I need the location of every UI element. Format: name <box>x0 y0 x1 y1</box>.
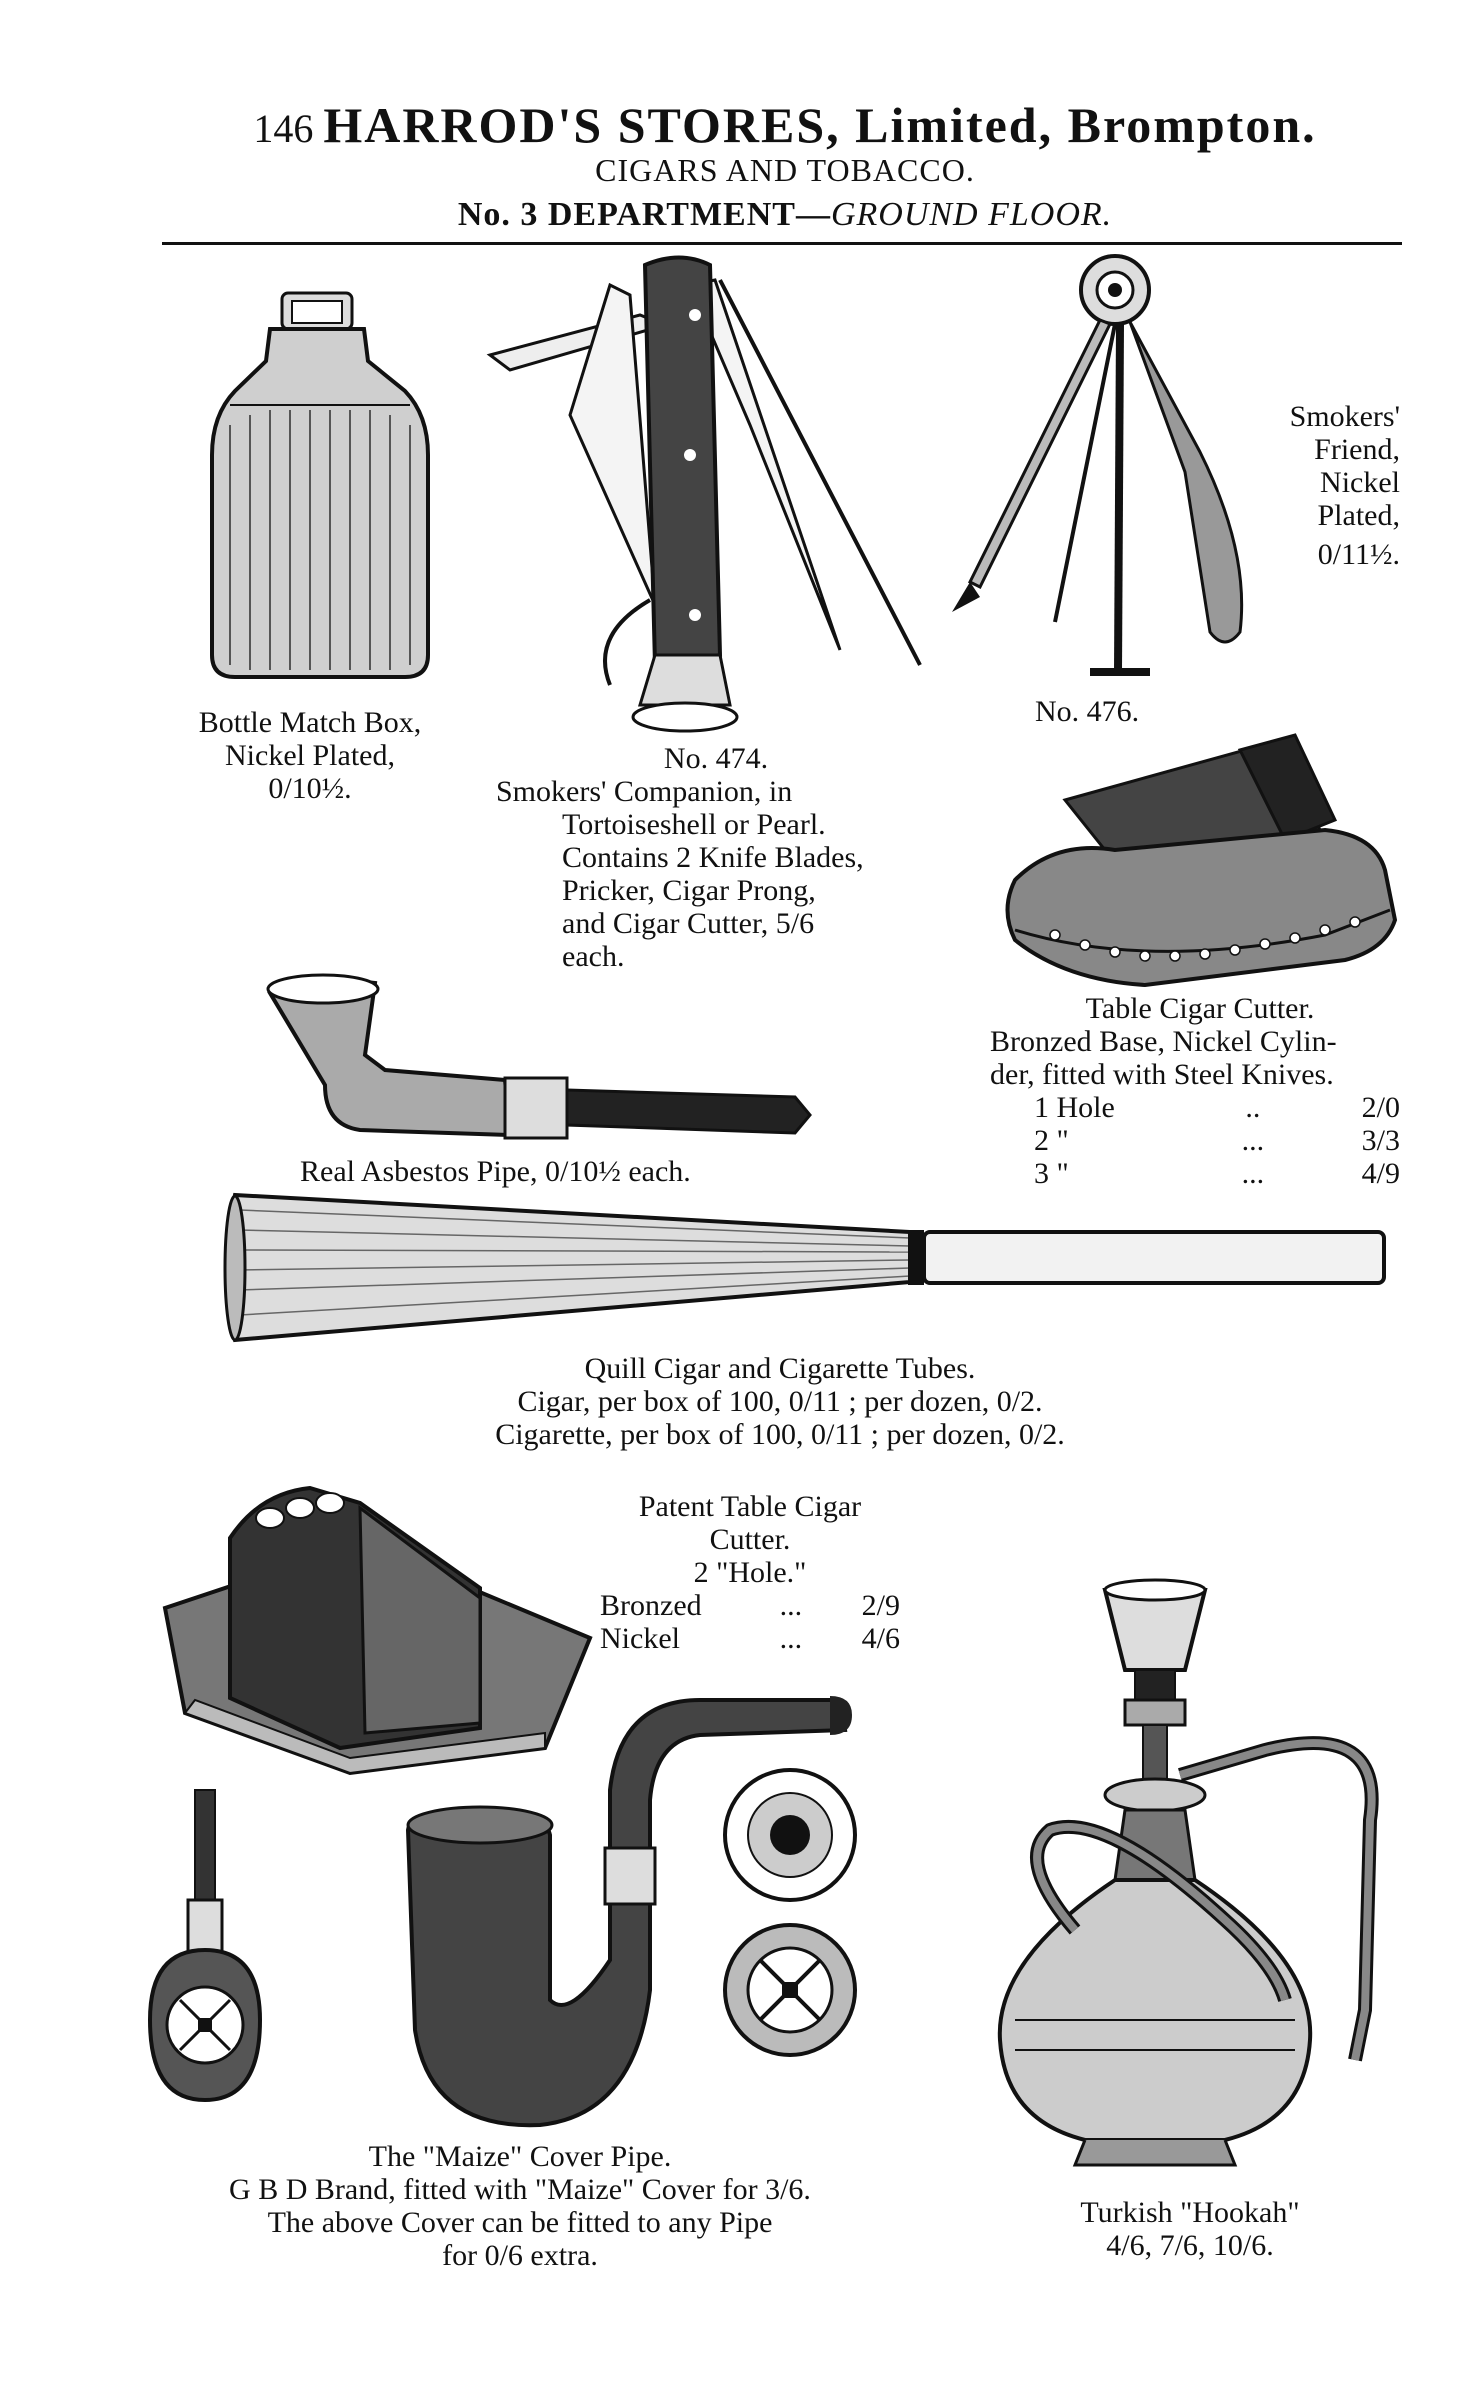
quill-tubes-caption <box>380 1352 1180 1451</box>
hookah-illustration <box>975 1580 1395 2180</box>
caption-line: Cigarette, per box of 100, 0/11 ; per dozen, 0/2. <box>495 1418 1065 1451</box>
smokers-friend-caption <box>1230 400 1400 571</box>
price-dots: ... <box>1241 1157 1265 1190</box>
caption-line: Plated, <box>1317 499 1400 532</box>
caption-line: Cutter. <box>709 1523 791 1556</box>
page-number: 146 <box>253 106 314 151</box>
caption-line: Quill Cigar and Cigarette Tubes. <box>584 1352 976 1385</box>
caption-line: The "Maize" Cover Pipe. <box>368 2140 672 2173</box>
hookah-caption <box>1010 2196 1370 2262</box>
price-value: 4/9 <box>1361 1157 1400 1190</box>
price-value: 3/3 <box>1361 1124 1400 1157</box>
price-value: 4/6 <box>861 1622 900 1655</box>
caption-line: The above Cover can be fitted to any Pipe <box>267 2206 773 2239</box>
asbestos-pipe-caption: Real Asbestos Pipe, 0/10½ each. <box>300 1155 691 1188</box>
caption-line: Tortoiseshell or Pearl. <box>562 808 826 841</box>
department-floor: GROUND FLOOR. <box>830 196 1113 233</box>
price-value: 2/9 <box>861 1589 900 1622</box>
caption-line: Cigar, per box of 100, 0/11 ; per dozen, 0/2. <box>517 1385 1043 1418</box>
page-header-title <box>150 96 1420 154</box>
caption-line: der, fitted with Steel Knives. <box>990 1058 1334 1091</box>
price-label: Bronzed <box>600 1589 702 1622</box>
caption-line: Turkish "Hookah" <box>1080 2196 1300 2229</box>
caption-line: and Cigar Cutter, 5/6 <box>562 907 815 940</box>
caption-line: 2 "Hole." <box>693 1556 807 1589</box>
price-row <box>600 1589 900 1622</box>
price-row <box>1034 1091 1400 1124</box>
smokers-friend-number: No. 476. <box>1035 695 1140 728</box>
item-number: No. 474. <box>663 742 769 775</box>
department-line <box>150 196 1420 234</box>
price-row <box>1034 1157 1400 1190</box>
quill-tube-illustration <box>220 1190 1400 1350</box>
caption-line: G B D Brand, fitted with "Maize" Cover for 3/6. <box>229 2173 811 2206</box>
caption-line: 0/11½. <box>1317 538 1400 571</box>
section-title: CIGARS AND TOBACCO. <box>595 152 975 188</box>
price-label: Nickel <box>600 1622 680 1655</box>
caption-line: Pricker, Cigar Prong, <box>562 874 816 907</box>
caption-line: each. <box>562 940 625 973</box>
maize-pipe-caption <box>130 2140 910 2272</box>
price-dots: ... <box>1241 1124 1265 1157</box>
smokers-companion-caption <box>496 742 936 973</box>
header-rule <box>162 242 1402 245</box>
smokers-friend-illustration <box>940 252 1260 712</box>
caption-line: for 0/6 extra. <box>442 2239 598 2272</box>
price-dots: .. <box>1245 1091 1261 1124</box>
caption-line: Nickel Plated, <box>225 739 395 772</box>
smokers-companion-illustration <box>490 255 940 735</box>
caption-line: Smokers' Companion, in <box>496 775 793 808</box>
store-title: HARROD'S STORES, Limited, Brompton. <box>323 97 1317 153</box>
price-label: 1 Hole <box>1034 1091 1115 1124</box>
table-cigar-cutter-illustration <box>995 730 1405 990</box>
price-label: 2 " <box>1034 1124 1069 1157</box>
price-dots: ... <box>779 1589 803 1622</box>
price-label: 3 " <box>1034 1157 1069 1190</box>
bottle-match-box-caption <box>150 706 470 805</box>
table-cigar-cutter-caption <box>990 992 1410 1190</box>
price-row <box>600 1622 900 1655</box>
caption-line: Patent Table Cigar <box>638 1490 862 1523</box>
caption-line: Bronzed Base, Nickel Cylin- <box>990 1025 1337 1058</box>
price-value: 2/0 <box>1361 1091 1400 1124</box>
price-row <box>1034 1124 1400 1157</box>
price-dots: ... <box>779 1622 803 1655</box>
asbestos-pipe-illustration <box>265 975 825 1155</box>
patent-cutter-caption <box>600 1490 900 1655</box>
caption-line: Bottle Match Box, <box>198 706 422 739</box>
maize-pipe-illustration <box>140 1660 900 2150</box>
caption-line: Table Cigar Cutter. <box>1085 992 1315 1025</box>
caption-line: Smokers' <box>1289 400 1400 433</box>
caption-line: Contains 2 Knife Blades, <box>562 841 864 874</box>
caption-line: Nickel <box>1320 466 1400 499</box>
caption-line: Friend, <box>1314 433 1400 466</box>
caption-line: 0/10½. <box>268 772 352 805</box>
bottle-match-box-illustration <box>200 285 440 685</box>
department-prefix: No. 3 DEPARTMENT— <box>457 196 831 233</box>
caption-line: 4/6, 7/6, 10/6. <box>1106 2229 1274 2262</box>
